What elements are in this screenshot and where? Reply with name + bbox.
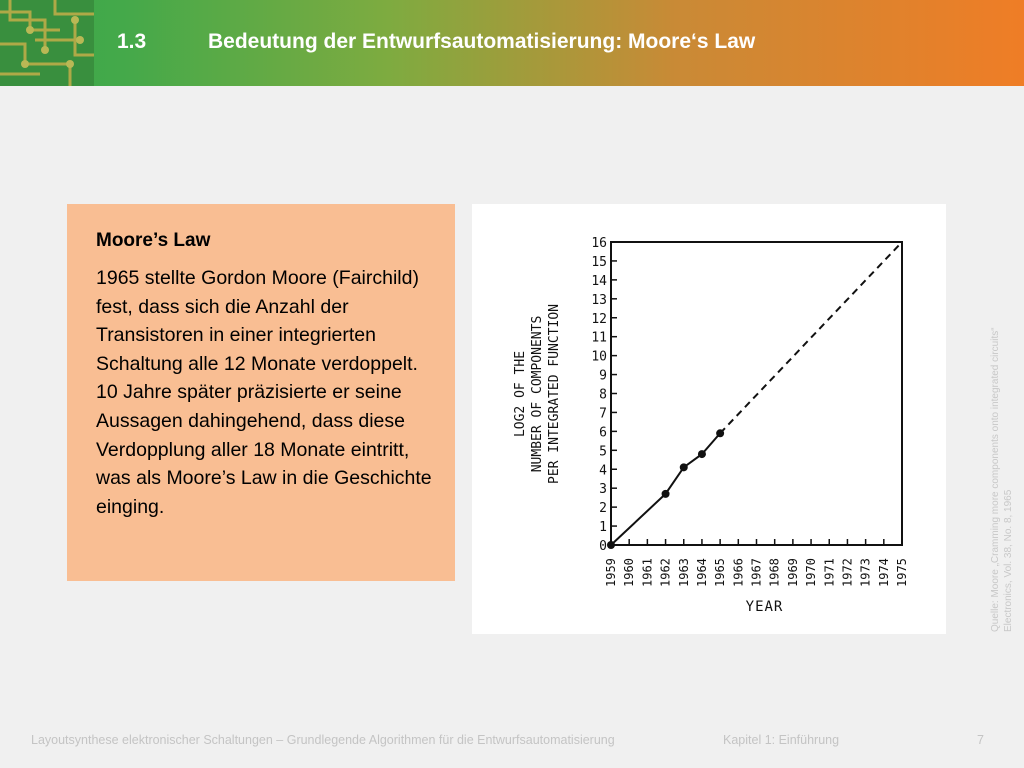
data-point — [680, 463, 688, 471]
x-tick-label: 1967 — [749, 558, 764, 587]
moores-law-chart — [472, 204, 946, 634]
chart-svg — [472, 204, 946, 634]
x-tick-label: 1968 — [767, 558, 782, 587]
x-tick-label: 1971 — [822, 558, 837, 587]
y-tick-label: 3 — [599, 482, 607, 498]
data-point — [662, 490, 670, 498]
y-axis-label-line: NUMBER OF COMPONENTS — [530, 315, 545, 473]
data-point — [698, 450, 706, 458]
y-tick-label: 1 — [599, 520, 607, 536]
textbox-heading: Moore’s Law — [96, 230, 211, 251]
page-title: Bedeutung der Entwurfsautomatisierung: Moore‘s Law — [208, 30, 756, 53]
x-tick-label: 1959 — [604, 558, 618, 587]
y-tick-label: 7 — [599, 406, 607, 422]
x-tick-label: 1974 — [876, 558, 891, 587]
y-tick-label: 13 — [591, 292, 607, 308]
x-axis-label: YEAR — [745, 599, 784, 615]
source-citation — [989, 327, 1015, 632]
y-tick-label: 5 — [599, 444, 607, 460]
x-tick-label: 1960 — [622, 558, 637, 587]
y-tick-label: 12 — [591, 311, 607, 327]
x-tick-label: 1972 — [840, 558, 855, 587]
y-tick-label: 6 — [599, 425, 607, 441]
footer-chapter: Kapitel 1: Einführung — [723, 733, 840, 747]
x-tick-label: 1965 — [713, 558, 728, 587]
y-tick-label: 10 — [591, 349, 607, 365]
page-number: 7 — [977, 733, 984, 747]
series-extrapolation-line — [720, 242, 902, 433]
y-tick-label: 0 — [599, 539, 607, 554]
x-tick-label: 1962 — [658, 558, 673, 587]
x-tick-label: 1969 — [785, 558, 800, 587]
textbox-body: 1965 stellte Gordon Moore (Fairchild) fest, dass sich die Anzahl der Transistoren in einer integrierten Schaltung alle 12 Monate verdoppelt. 10 Jahre später präzisierte er seine Aussagen dahingehend, dass diese Verdopplung aller 18 Monate eintritt, was als Moore’s Law in die Geschichte einging. — [96, 267, 432, 518]
x-tick-label: 1964 — [694, 558, 709, 587]
y-tick-label: 16 — [591, 236, 607, 251]
x-tick-label: 1961 — [640, 558, 655, 587]
y-tick-label: 14 — [591, 273, 607, 289]
data-point — [607, 541, 615, 549]
x-tick-label: 1966 — [731, 558, 746, 587]
header-bar — [0, 0, 1024, 86]
y-tick-label: 4 — [599, 463, 607, 479]
y-tick-label: 11 — [591, 330, 607, 346]
x-tick-label: 1975 — [895, 558, 909, 587]
footer-course: Layoutsynthese elektronischer Schaltungen – Grundlegende Algorithmen für die Entwurfsautomatisierung — [31, 733, 615, 747]
circuit-board-icon — [0, 0, 94, 86]
source-line-1: Quelle: Moore „Cramming more components onto integrated circuits“ — [990, 327, 1001, 632]
moores-law-textbox — [67, 204, 455, 581]
series-measured-line — [611, 433, 720, 545]
x-tick-label: 1970 — [804, 558, 819, 587]
y-axis-label-line: LOG2 OF THE — [513, 350, 528, 438]
section-number: 1.3 — [117, 30, 147, 53]
y-tick-label: 2 — [599, 501, 607, 517]
y-axis-label-line: PER INTEGRATED FUNCTION — [547, 303, 562, 485]
y-tick-label: 8 — [599, 387, 607, 403]
x-tick-label: 1963 — [676, 558, 691, 587]
y-tick-label: 15 — [591, 254, 607, 270]
y-tick-label: 9 — [599, 368, 607, 384]
plot-frame — [611, 242, 902, 545]
x-tick-label: 1973 — [858, 558, 873, 587]
source-line-2: Electronics, Vol. 38, No. 8, 1965 — [1003, 489, 1014, 632]
